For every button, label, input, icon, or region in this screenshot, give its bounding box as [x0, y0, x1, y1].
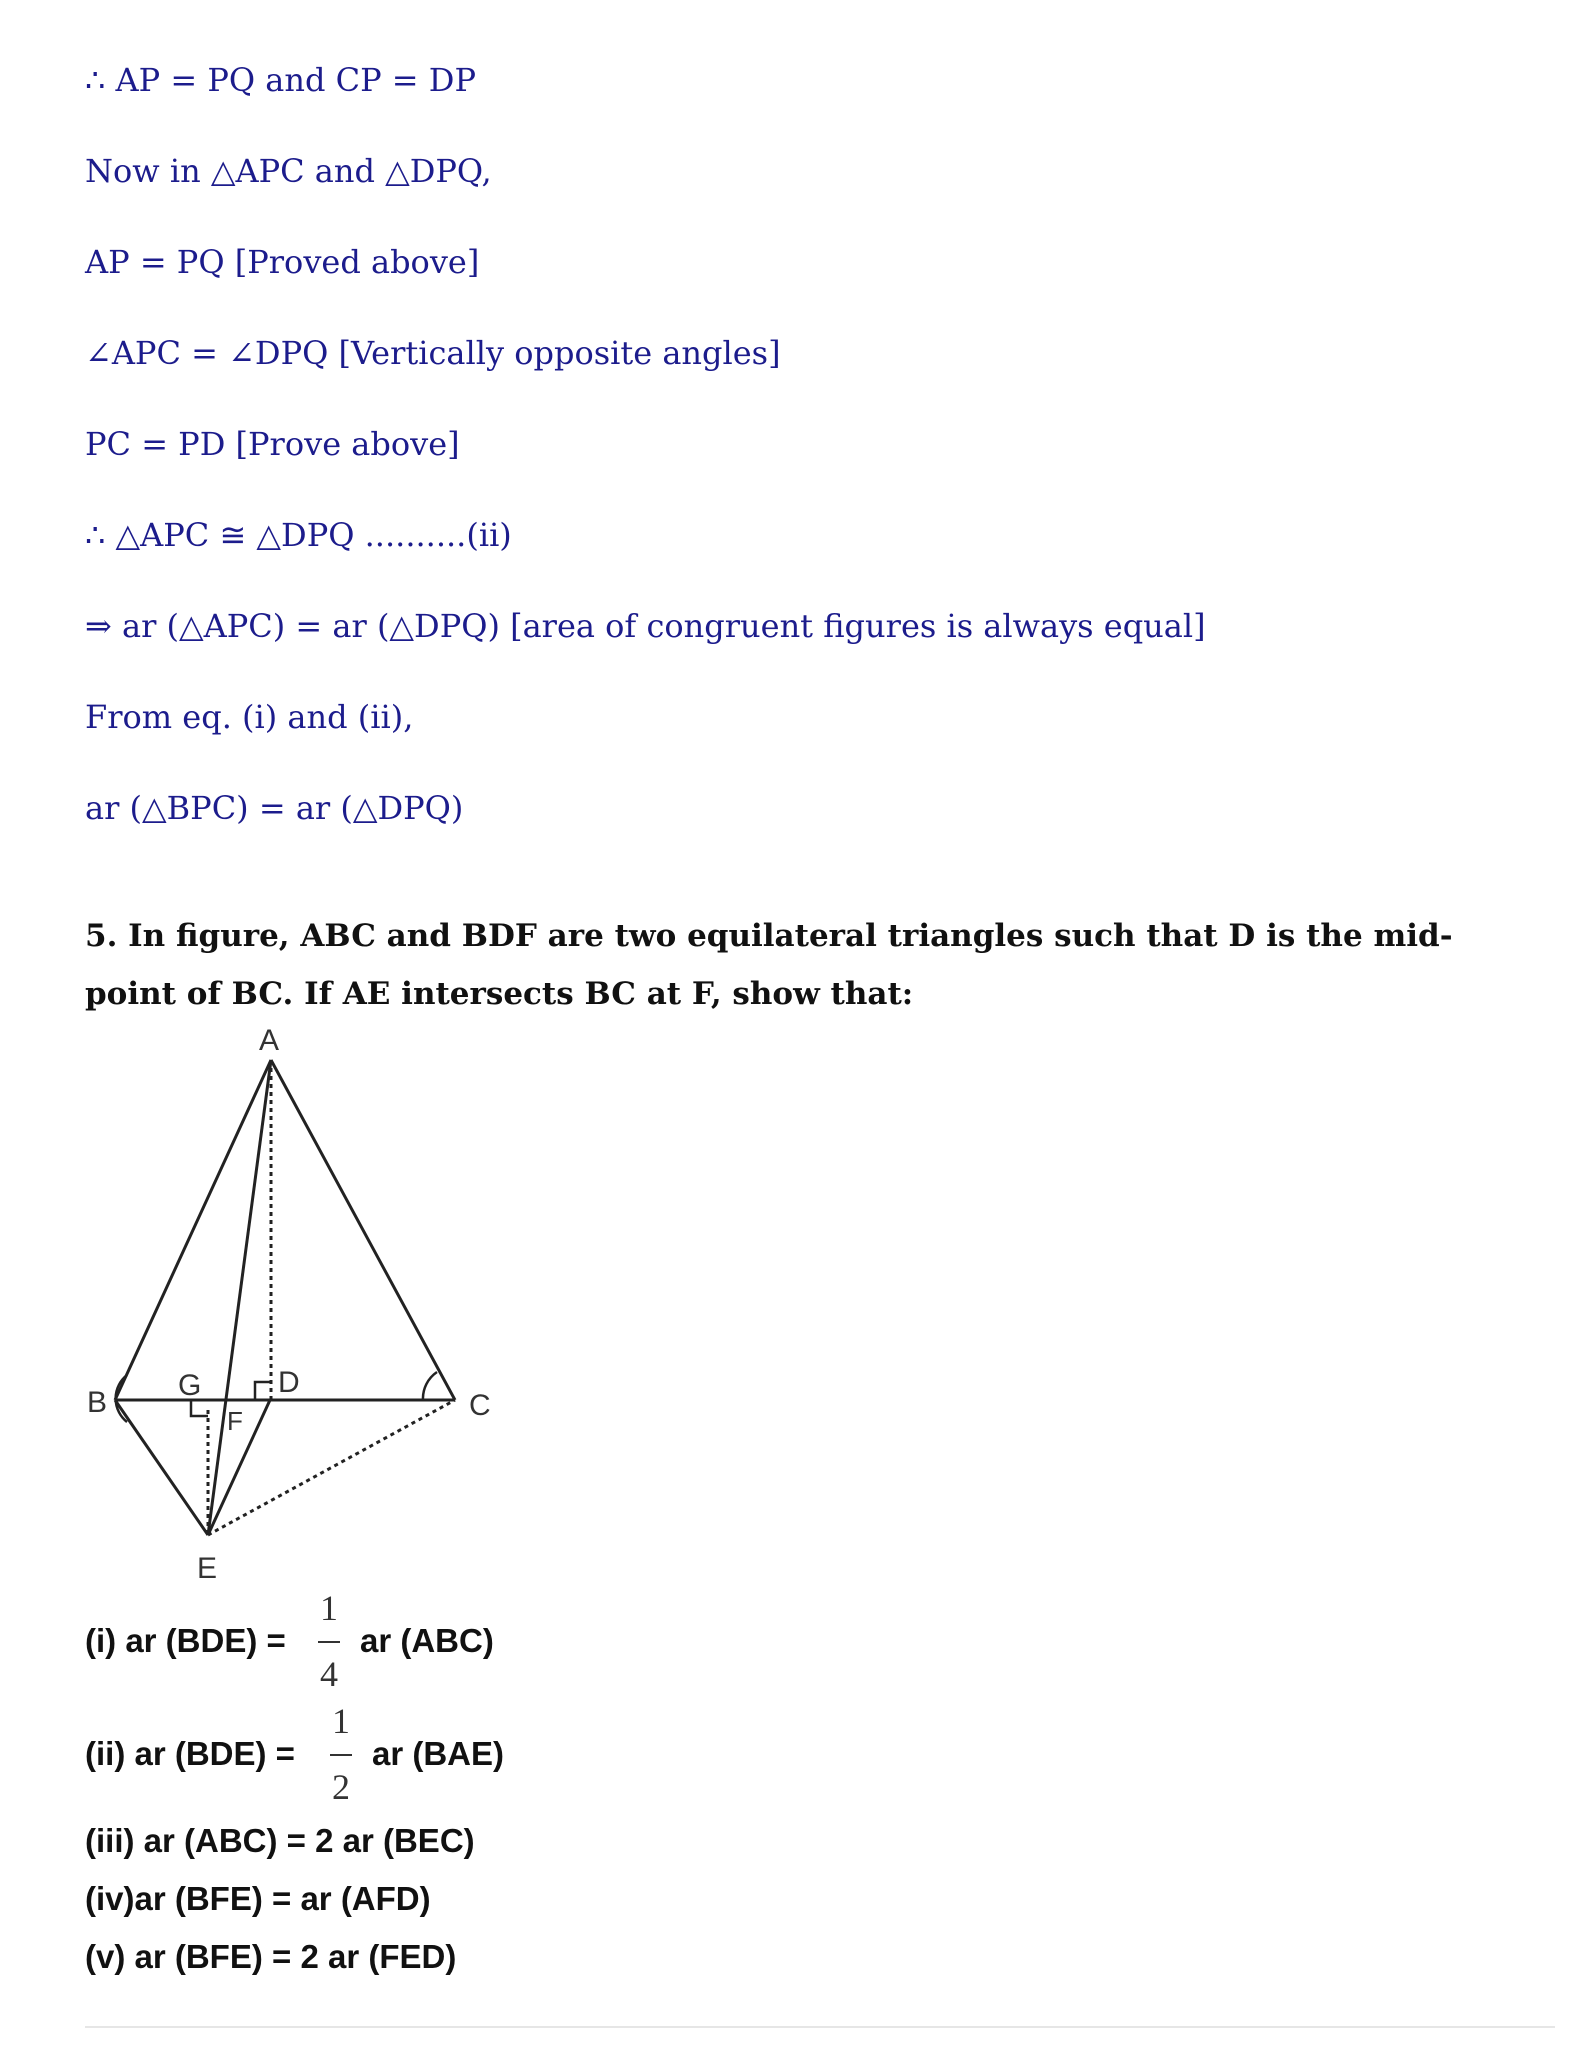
edge-ac	[271, 1060, 455, 1400]
part-2-denominator: 2	[332, 1767, 350, 1807]
part-2-fraction-bar	[330, 1754, 352, 1756]
part-4: (iv)ar (BFE) = ar (AFD)	[85, 1880, 431, 1917]
proof-line-1: ∴ AP = PQ and CP = DP	[85, 61, 476, 99]
proof-line-8: From eq. (i) and (ii),	[85, 698, 414, 736]
dotted-ec	[208, 1400, 455, 1535]
label-g: G	[178, 1369, 202, 1402]
proof-line-7: ⇒ ar (△APC) = ar (△DPQ) [area of congruent figures is always equal]	[85, 607, 1206, 645]
label-f: F	[227, 1406, 243, 1436]
proof-line-4: ∠APC = ∠DPQ [Vertically opposite angles]	[85, 334, 781, 372]
part-1-numerator: 1	[320, 1588, 338, 1628]
edge-be	[115, 1400, 208, 1535]
part-2-right: ar (BAE)	[372, 1735, 505, 1772]
label-a: A	[259, 1024, 280, 1057]
part-5: (v) ar (BFE) = 2 ar (FED)	[85, 1938, 457, 1975]
part-1-denominator: 4	[320, 1654, 338, 1694]
footer-divider	[85, 2026, 1555, 2028]
proof-line-9: ar (△BPC) = ar (△DPQ)	[85, 789, 464, 827]
part-2-left: (ii) ar (BDE) =	[85, 1735, 295, 1772]
label-d: D	[278, 1366, 300, 1399]
proof-line-6: ∴ △APC ≅ △DPQ ..........(ii)	[85, 516, 512, 554]
proof-line-5: PC = PD [Prove above]	[85, 425, 460, 463]
right-angle-g	[191, 1400, 208, 1416]
part-1-fraction-bar	[318, 1641, 340, 1643]
part-2-numerator: 1	[332, 1701, 350, 1741]
label-b: B	[87, 1386, 108, 1419]
label-e: E	[197, 1552, 218, 1585]
angle-mark-c	[423, 1372, 437, 1400]
triangle-figure	[85, 1020, 565, 1590]
part-1-right: ar (ABC)	[360, 1622, 494, 1659]
part-1-left: (i) ar (BDE) =	[85, 1622, 286, 1659]
label-c: C	[469, 1389, 491, 1422]
proof-line-2: Now in △APC and △DPQ,	[85, 152, 492, 190]
right-angle-d	[255, 1382, 271, 1400]
question-5-text: 5. In figure, ABC and BDF are two equilateral triangles such that D is the mid-point of BC. If AE intersects BC at F, show that:	[85, 918, 1453, 1012]
part-3: (iii) ar (ABC) = 2 ar (BEC)	[85, 1822, 475, 1859]
proof-line-3: AP = PQ [Proved above]	[85, 243, 480, 281]
